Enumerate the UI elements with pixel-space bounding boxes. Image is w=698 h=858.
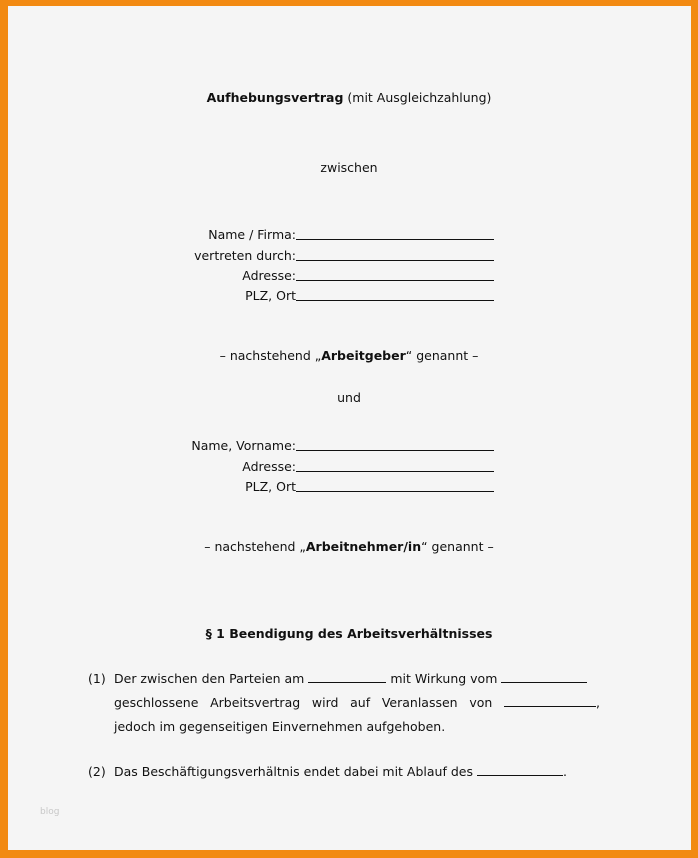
paragraph-1 bbox=[114, 667, 600, 739]
fill-line bbox=[296, 260, 494, 261]
para1-line2 bbox=[114, 691, 600, 715]
label-post: “ genannt – bbox=[405, 348, 479, 363]
paragraph-2 bbox=[114, 760, 600, 784]
employee-label bbox=[0, 539, 698, 555]
label-pre: – nachstehend „ bbox=[219, 348, 322, 363]
para1-line1 bbox=[114, 667, 600, 691]
label-pre: – nachstehend „ bbox=[204, 539, 306, 554]
fill-line bbox=[308, 670, 386, 683]
fill-line bbox=[296, 471, 494, 472]
text: , bbox=[596, 695, 600, 710]
field-adresse bbox=[0, 268, 698, 284]
employer-label bbox=[0, 348, 698, 364]
text: Das Beschäftigungsverhältnis endet dabei mit Ablauf des bbox=[114, 764, 477, 779]
field-name-vorname bbox=[0, 438, 698, 454]
field-label: Adresse: bbox=[242, 268, 296, 283]
label-bold: Arbeitnehmer/in bbox=[305, 539, 422, 554]
label-post: “ genannt – bbox=[421, 539, 494, 554]
para-number: (1) bbox=[88, 671, 106, 686]
field-label: Name, Vorname: bbox=[191, 438, 296, 453]
watermark: blog bbox=[40, 807, 60, 817]
para1-line3: jedoch im gegenseitigen Einvernehmen aufgehoben. bbox=[114, 719, 446, 734]
fill-line bbox=[296, 239, 494, 240]
field-name-firma bbox=[0, 227, 698, 243]
fill-line bbox=[501, 670, 587, 683]
field-label: PLZ, Ort bbox=[245, 479, 296, 494]
label-bold: Arbeitgeber bbox=[321, 348, 406, 363]
fill-line bbox=[296, 450, 494, 451]
fill-line bbox=[504, 694, 596, 707]
document-title bbox=[0, 90, 698, 106]
fill-line bbox=[296, 491, 494, 492]
field-plz-ort bbox=[0, 288, 698, 304]
field-label: Adresse: bbox=[242, 459, 296, 474]
title-bold: Aufhebungsvertrag bbox=[206, 90, 344, 105]
field-adresse-2 bbox=[0, 459, 698, 475]
field-label: PLZ, Ort bbox=[245, 288, 296, 303]
field-plz-ort-2 bbox=[0, 479, 698, 495]
text: geschlossene Arbeitsvertrag wird auf Veranlassen von bbox=[114, 695, 505, 710]
title-rest: (mit Ausgleichzahlung) bbox=[343, 90, 492, 105]
text: Der zwischen den Parteien am bbox=[114, 671, 309, 686]
text: . bbox=[562, 764, 567, 779]
field-vertreten bbox=[0, 248, 698, 264]
field-label: vertreten durch: bbox=[194, 248, 296, 263]
und-text: und bbox=[337, 390, 361, 405]
field-label: Name / Firma: bbox=[208, 227, 296, 242]
zwischen-text: zwischen bbox=[320, 160, 378, 175]
section-heading: § 1 Beendigung des Arbeitsverhältnisses bbox=[205, 626, 493, 641]
text: mit Wirkung vom bbox=[386, 671, 502, 686]
fill-line bbox=[296, 280, 494, 281]
fill-line bbox=[296, 300, 494, 301]
para-number: (2) bbox=[88, 764, 106, 779]
fill-line bbox=[477, 763, 563, 776]
